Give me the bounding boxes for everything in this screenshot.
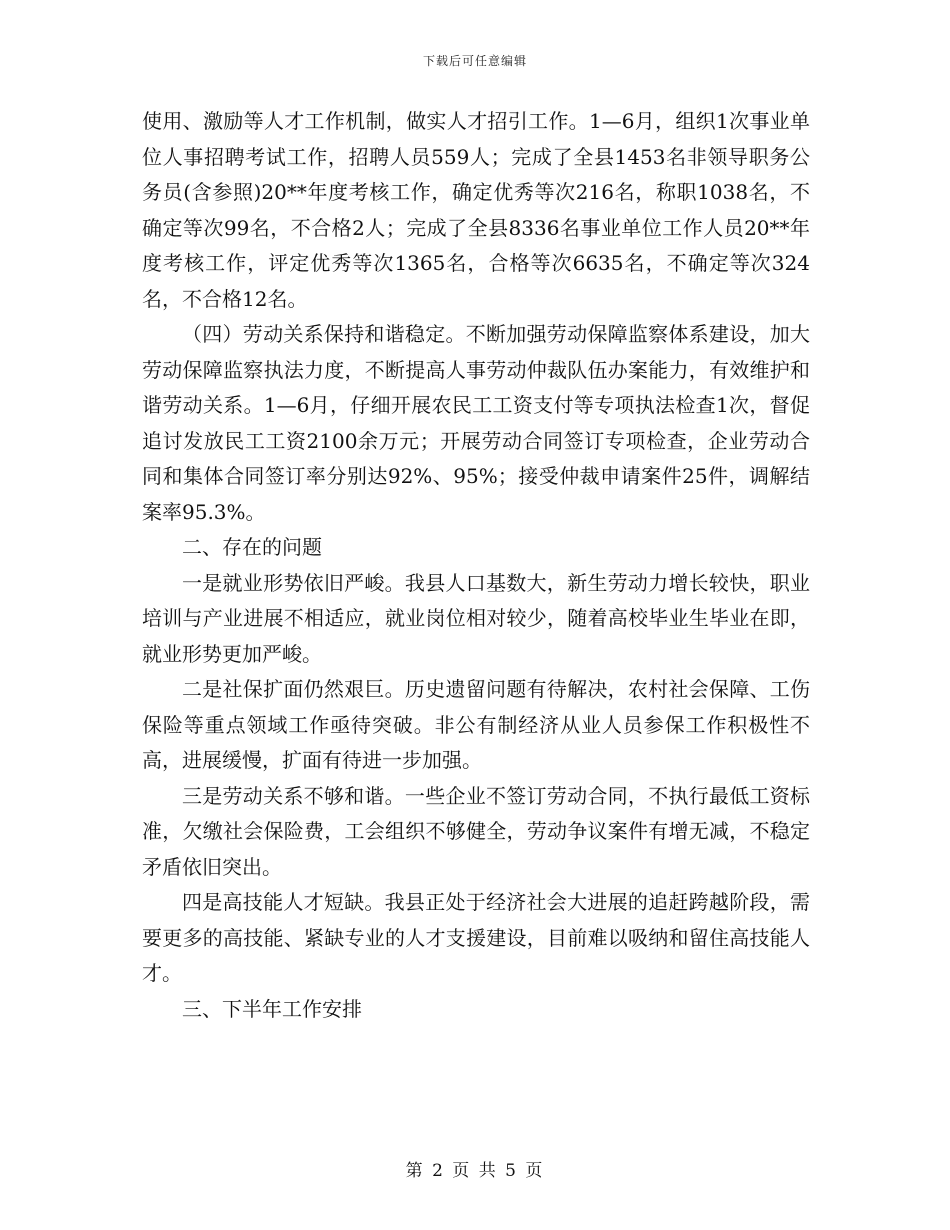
document-body	[142, 104, 810, 1027]
paragraph-social-security: 二是社保扩面仍然艰巨。历史遗留问题有待解决，农村社会保障、工伤保险等重点领域工作亟待突破。非公有制经济从业人员参保工作积极性不高，进展缓慢，扩面有待进一步加强。	[142, 677, 810, 772]
section-heading-work-plan: 三、下半年工作安排	[182, 996, 362, 1021]
paragraph-labor-harmony: 三是劳动关系不够和谐。一些企业不签订劳动合同，不执行最低工资标准，欠缴社会保险费，工会组织不够健全，劳动争议案件有增无减，不稳定矛盾依旧突出。	[142, 783, 810, 879]
paragraph-labor-relations: （四）劳动关系保持和谐稳定。不断加强劳动保障监察体系建设，加大劳动保障监察执法力度，不断提高人事劳动仲裁队伍办案能力，有效维护和谐劳动关系。1—6月，仔细开展农民工工资支付等专项执法检查1次，督促追讨发放民工工资2100余万元；开展劳动合同签订专项检查，企业劳动合同和集体合同签订率分别达92%、95%；接受仲裁申请案件25件，调解结案率95.3%。	[142, 322, 810, 524]
paragraph-employment-situation: 一是就业形势依旧严峻。我县人口基数大，新生劳动力增长较快，职业培训与产业进展不相适应，就业岗位相对较少，随着高校毕业生毕业在即，就业形势更加严峻。	[142, 570, 810, 666]
section-heading-problems: 二、存在的问题	[182, 535, 322, 559]
paragraph-personnel-assessment: 使用、激励等人才工作机制，做实人才招引工作。1—6月，组织1次事业单位人事招聘考试工作，招聘人员559人；完成了全县1453名非领导职务公务员(含参照)20**年度考核工作，确定优秀等次216名，称职1038名，不确定等次99名，不合格2人；完成了全县8336名事业单位工作人员20**年度考核工作，评定优秀等次1365名，合格等次6635名，不确定等次324名，不合格12名。	[142, 109, 810, 311]
paragraph-skilled-talent: 四是高技能人才短缺。我县正处于经济社会大进展的追赶跨越阶段，需要更多的高技能、紧缺专业的人才支援建设，目前难以吸纳和留住高技能人才。	[142, 890, 810, 985]
page-number-footer: 第 2 页 共 5 页	[405, 1161, 545, 1181]
page-header: 下载后可任意编辑	[422, 54, 527, 68]
